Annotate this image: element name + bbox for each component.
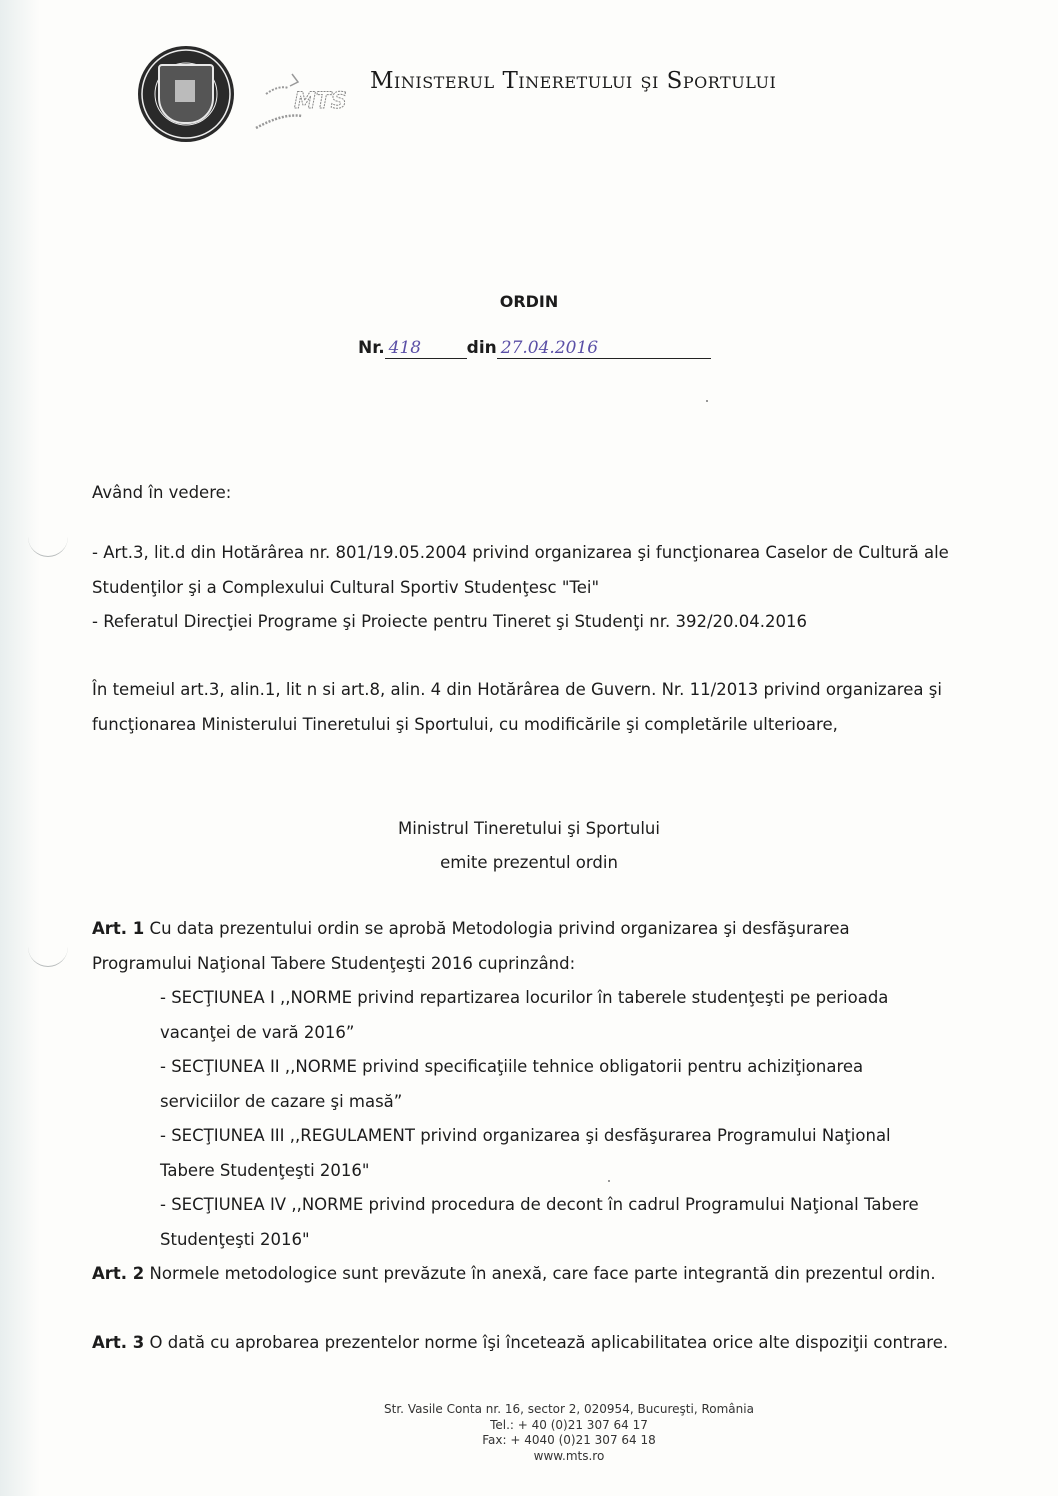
consideration-item: - Art.3, lit.d din Hotărârea nr. 801/19.05.2004 privind organizarea şi funcţionarea Caselor de Cultură ale Studenţilor şi a Complexului Cultural Sportiv Studenţesc "Tei": [92, 543, 949, 597]
section-item: - SECŢIUNEA II ,,NORME privind specificaţiile tehnice obligatorii pentru achiziţionarea serviciilor de cazare şi masă”: [160, 1057, 864, 1111]
article-1: [92, 912, 952, 981]
section-item: - SECŢIUNEA I ,,NORME privind repartizarea locurilor în taberele studenţeşti pe perioada vacanţei de vară 2016”: [160, 988, 889, 1042]
letterhead: [138, 46, 898, 136]
issuer-line: Ministrul Tineretului şi Sportului: [398, 819, 660, 838]
article-label: Art. 2: [92, 1264, 145, 1283]
intro-text: Având în vedere:: [92, 483, 232, 502]
footer-address: Str. Vasile Conta nr. 16, sector 2, 020954, Bucureşti, România: [384, 1402, 754, 1416]
section-item: - SECŢIUNEA III ,,REGULAMENT privind organizarea şi desfăşurarea Programului Naţional Tabere Studenţeşti 2016": [160, 1126, 891, 1180]
article-text: Cu data prezentului ordin se aprobă Metodologia privind organizarea şi desfăşurarea Programului Naţional Tabere Studenţeşti 2016 cuprinzând:: [92, 919, 850, 973]
order-number-line: [358, 338, 711, 359]
mts-logo-text: MTS: [294, 89, 347, 114]
mts-logo-icon: [254, 72, 359, 132]
section-item: - SECŢIUNEA IV ,,NORME privind procedura de decont în cadrul Programului Naţional Tabere Studenţeşti 2016": [160, 1195, 919, 1249]
scan-speck: [608, 1180, 610, 1182]
footer-phone: Tel.: + 40 (0)21 307 64 17: [490, 1417, 648, 1432]
date-label: din: [466, 338, 497, 358]
document-title: ORDIN: [499, 292, 559, 311]
government-seal-icon: [138, 46, 234, 142]
scan-edge-shadow: [0, 0, 40, 1496]
order-date-value: 27.04.2016: [497, 338, 711, 359]
ministry-name: Ministerul Tineretului şi Sportului: [370, 68, 777, 94]
article-text: Normele metodologice sunt prevăzute în anexă, care face parte integrantă din prezentul ordin.: [149, 1264, 936, 1283]
nr-label: Nr.: [358, 338, 385, 358]
coat-of-arms-icon: [158, 64, 214, 124]
issuer-line: emite prezentul ordin: [440, 853, 618, 872]
article-text: O dată cu aprobarea prezentelor norme îşi încetează aplicabilitatea orice alte dispoziţii contrare.: [149, 1333, 949, 1352]
article-2: [92, 1257, 952, 1292]
footer-website[interactable]: www.mts.ro: [533, 1448, 605, 1463]
consideration-item: - Referatul Direcţiei Programe şi Proiecte pentru Tineret şi Studenţi nr. 392/20.04.2016: [92, 612, 807, 631]
page-footer: [0, 1402, 1058, 1464]
order-number-value: 418: [385, 338, 467, 359]
article-3: [92, 1326, 952, 1361]
article-label: Art. 3: [92, 1333, 145, 1352]
footer-fax: Fax: + 4040 (0)21 307 64 18: [482, 1433, 656, 1447]
scan-speck: [706, 400, 708, 402]
legal-basis-text: În temeiul art.3, alin.1, lit n si art.8, alin. 4 din Hotărârea de Guvern. Nr. 11/2013 privind organizarea şi funcţionarea Ministerului Tineretului şi Sportului, cu modificările şi completările ulterioare,: [92, 680, 942, 734]
article-label: Art. 1: [92, 919, 145, 938]
